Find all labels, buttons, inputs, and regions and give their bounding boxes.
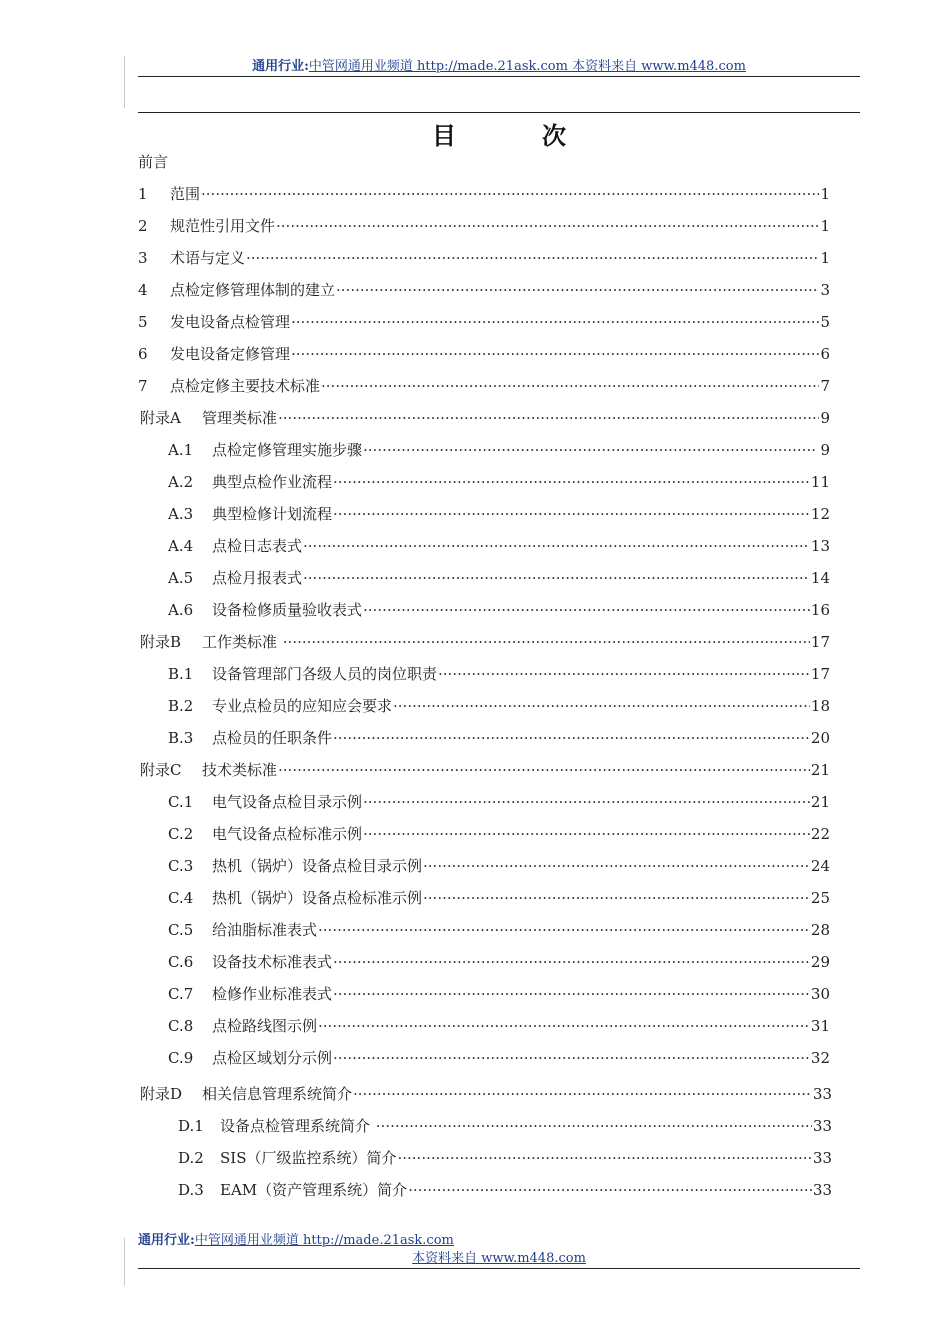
toc-dot-leader — [276, 216, 819, 236]
toc-entry[interactable] — [138, 184, 830, 204]
toc-dot-leader — [278, 408, 819, 428]
toc-entry-number: B.3 — [168, 729, 194, 747]
toc-entry-page: 33 — [812, 1117, 832, 1135]
toc-entry[interactable] — [138, 280, 830, 300]
toc-dot-leader — [376, 1116, 812, 1136]
toc-entry-page: 9 — [820, 409, 830, 427]
toc-dot-leader — [333, 504, 810, 524]
toc-entry-number: 附录B — [140, 633, 182, 651]
corner-mark-bottom — [124, 1238, 125, 1286]
footer-source-link[interactable]: 本资料来自 www.m448.com — [412, 1251, 586, 1266]
toc-entry-page: 6 — [820, 345, 830, 363]
toc-entry-title: 发电设备定修管理 — [170, 345, 291, 363]
toc-entry-page: 3 — [820, 281, 830, 299]
toc-dot-leader — [336, 280, 819, 300]
footer-rule — [138, 1268, 860, 1269]
toc-entry[interactable] — [138, 312, 830, 332]
toc-entry[interactable] — [138, 344, 830, 364]
toc-entry-title: 电气设备点检标准示例 — [212, 825, 363, 843]
toc-dot-leader — [363, 600, 810, 620]
toc-dot-leader — [291, 344, 819, 364]
toc-entry-number: C.5 — [168, 921, 194, 939]
toc-entry-page: 31 — [810, 1017, 830, 1035]
toc-entry-title: 技术类标准 — [202, 761, 278, 779]
toc-entry-number: 5 — [138, 313, 148, 331]
toc-entry-title: 设备点检管理系统简介 — [220, 1117, 375, 1135]
toc-entry[interactable] — [140, 408, 830, 428]
toc-dot-leader — [333, 952, 810, 972]
header-label: 通用行业: — [252, 59, 309, 74]
toc-entry-number: C.2 — [168, 825, 194, 843]
toc-entry[interactable] — [168, 792, 830, 812]
toc-entry-page: 17 — [810, 633, 830, 651]
toc-entry-title: SIS（厂级监控系统）简介 — [220, 1149, 397, 1167]
toc-entry[interactable] — [168, 728, 830, 748]
toc-entry-title: 点检月报表式 — [212, 569, 303, 587]
toc-entry[interactable] — [178, 1148, 832, 1168]
toc-dot-leader — [303, 536, 810, 556]
toc-entry-page: 21 — [810, 761, 830, 779]
toc-entry-number: C.9 — [168, 1049, 194, 1067]
toc-entry-page: 24 — [810, 857, 830, 875]
toc-entry[interactable] — [178, 1116, 832, 1136]
toc-dot-leader — [333, 984, 810, 1004]
toc-entry-title: 热机（锅炉）设备点检标准示例 — [212, 889, 423, 907]
toc-entry-number: A.2 — [168, 473, 194, 491]
toc-entry-number: A.1 — [168, 441, 194, 459]
toc-entry-number: 附录A — [140, 409, 181, 427]
toc-entry-number: C.3 — [168, 857, 194, 875]
toc-entry-number: B.1 — [168, 665, 194, 683]
toc-entry-number: C.4 — [168, 889, 194, 907]
toc-entry-number: B.2 — [168, 697, 194, 715]
toc-entry-page: 18 — [810, 697, 830, 715]
toc-entry[interactable] — [168, 856, 830, 876]
toc-entry-title: 点检定修主要技术标准 — [170, 377, 321, 395]
toc-entry-number: 3 — [138, 249, 148, 267]
toc-entry-page: 12 — [810, 505, 830, 523]
toc-entry-page: 17 — [810, 665, 830, 683]
header-rule-top — [138, 76, 860, 77]
toc-entry[interactable] — [168, 536, 830, 556]
toc-entry-page: 30 — [810, 985, 830, 1003]
toc-entry-number: 4 — [138, 281, 148, 299]
toc-entry-page: 32 — [810, 1049, 830, 1067]
toc-entry-title: 专业点检员的应知应会要求 — [212, 697, 393, 715]
toc-entry-page: 13 — [810, 537, 830, 555]
toc-entry-title: 典型检修计划流程 — [212, 505, 333, 523]
toc-entry[interactable] — [140, 632, 830, 652]
footer-channel-link[interactable]: 中管网通用业频道 http://made.21ask.com — [194, 1233, 454, 1248]
toc-entry-number: A.5 — [168, 569, 194, 587]
toc-entry[interactable] — [168, 664, 830, 684]
toc-entry-page: 21 — [810, 793, 830, 811]
page-footer — [138, 1233, 860, 1249]
toc-entry-number: D.1 — [178, 1117, 204, 1135]
toc-entry-title: 发电设备点检管理 — [170, 313, 291, 331]
toc-entry[interactable] — [168, 504, 830, 524]
toc-dot-leader — [408, 1180, 812, 1200]
toc-entry-page: 7 — [820, 377, 830, 395]
toc-dot-leader — [318, 920, 810, 940]
toc-entry-page: 1 — [820, 249, 830, 267]
toc-entry-title: 检修作业标准表式 — [212, 985, 333, 1003]
corner-mark-top — [124, 56, 125, 108]
toc-entry-number: C.7 — [168, 985, 194, 1003]
toc-entry[interactable] — [168, 600, 830, 620]
toc-entry-title: 术语与定义 — [170, 249, 246, 267]
toc-entry-title: 典型点检作业流程 — [212, 473, 333, 491]
toc-dot-leader — [397, 1148, 811, 1168]
toc-entry[interactable] — [140, 1084, 832, 1104]
toc-dot-leader — [423, 856, 810, 876]
toc-entry-page: 9 — [815, 441, 830, 459]
header-source-link[interactable]: 本资料来自 www.m448.com — [567, 59, 746, 74]
toc-entry-title: 点检员的任职条件 — [212, 729, 333, 747]
toc-entry[interactable] — [168, 824, 830, 844]
toc-dot-leader — [423, 888, 810, 908]
toc-dot-leader — [303, 568, 810, 588]
toc-entry[interactable] — [138, 376, 830, 396]
toc-entry[interactable] — [178, 1180, 832, 1200]
toc-entry-title: 规范性引用文件 — [170, 217, 276, 235]
toc-entry-title: 电气设备点检目录示例 — [212, 793, 363, 811]
toc-entry[interactable] — [138, 248, 830, 268]
toc-dot-leader — [353, 1084, 812, 1104]
header-rule-bottom — [138, 112, 860, 113]
toc-entry-title: 工作类标准 — [202, 633, 282, 651]
toc-entry-title: 热机（锅炉）设备点检目录示例 — [212, 857, 423, 875]
toc-entry[interactable] — [168, 440, 830, 460]
toc-entry-page: 33 — [812, 1149, 832, 1167]
toc-entry-number: A.6 — [168, 601, 194, 619]
toc-entry-title: 设备技术标准表式 — [212, 953, 333, 971]
toc-entry-number: A.3 — [168, 505, 194, 523]
toc-entry-title: 点检定修管理实施步骤 — [212, 441, 363, 459]
toc-entry[interactable] — [168, 888, 830, 908]
toc-entry-number: A.4 — [168, 537, 194, 555]
toc-dot-leader — [363, 440, 815, 460]
toc-dot-leader — [333, 728, 810, 748]
toc-dot-leader — [278, 760, 810, 780]
toc-entry-number: D.2 — [178, 1149, 204, 1167]
toc-entry-title: 给油脂标准表式 — [212, 921, 318, 939]
toc-entry-page: 11 — [810, 473, 830, 491]
toc-entry-page: 1 — [820, 217, 830, 235]
toc-entry-page: 25 — [810, 889, 830, 907]
toc-dot-leader — [333, 1048, 810, 1068]
toc-dot-leader — [318, 1016, 810, 1036]
toc-entry-page: 29 — [810, 953, 830, 971]
toc-entry-page: 20 — [810, 729, 830, 747]
toc-entry-number: C.6 — [168, 953, 194, 971]
toc-entry-title: 点检日志表式 — [212, 537, 303, 555]
toc-dot-leader — [201, 184, 819, 204]
toc-entry-title: 点检路线图示例 — [212, 1017, 318, 1035]
toc-entry-page: 22 — [810, 825, 830, 843]
toc-dot-leader — [321, 376, 819, 396]
toc-entry-page: 28 — [810, 921, 830, 939]
toc-entry-number: C.8 — [168, 1017, 194, 1035]
toc-entry[interactable] — [168, 920, 830, 940]
toc-entry-number: 6 — [138, 345, 148, 363]
toc-preface-label: 前言 — [138, 153, 169, 171]
toc-entry-title: EAM（资产管理系统）简介 — [220, 1181, 408, 1199]
toc-entry[interactable] — [168, 984, 830, 1004]
toc-entry[interactable] — [138, 216, 830, 236]
toc-entry[interactable] — [168, 696, 830, 716]
toc-entry-number: 1 — [138, 185, 148, 203]
toc-entry[interactable] — [140, 760, 830, 780]
toc-dot-leader — [333, 472, 810, 492]
toc-dot-leader — [363, 792, 810, 812]
toc-dot-leader — [246, 248, 819, 268]
toc-entry-title: 管理类标准 — [202, 409, 278, 427]
toc-entry-title: 相关信息管理系统简介 — [202, 1085, 353, 1103]
toc-entry[interactable] — [168, 1016, 830, 1036]
page-footer-source — [138, 1251, 860, 1267]
toc-entry[interactable] — [168, 472, 830, 492]
toc-entry-title: 点检区域划分示例 — [212, 1049, 333, 1067]
toc-preface[interactable] — [138, 152, 168, 172]
toc-entry-page: 33 — [812, 1181, 832, 1199]
toc-dot-leader — [291, 312, 819, 332]
toc-dot-leader — [393, 696, 810, 716]
toc-entry[interactable] — [168, 1048, 830, 1068]
toc-entry-number: 7 — [138, 377, 148, 395]
toc-entry-title: 设备检修质量验收表式 — [212, 601, 363, 619]
toc-entry-number: 2 — [138, 217, 148, 235]
toc-entry-title: 范围 — [170, 185, 201, 203]
toc-dot-leader — [438, 664, 810, 684]
toc-entry-number: C.1 — [168, 793, 194, 811]
footer-label: 通用行业: — [138, 1233, 195, 1248]
toc-entry-number: D.3 — [178, 1181, 204, 1199]
toc-entry-page: 33 — [812, 1085, 832, 1103]
toc-entry-page: 5 — [820, 313, 830, 331]
toc-entry-number: 附录D — [140, 1085, 183, 1103]
toc-entry-title: 设备管理部门各级人员的岗位职责 — [212, 665, 438, 683]
page-header — [138, 59, 860, 75]
toc-dot-leader — [283, 632, 810, 652]
toc-entry-page: 14 — [810, 569, 830, 587]
toc-entry-title: 点检定修管理体制的建立 — [170, 281, 336, 299]
header-channel-link[interactable]: 中管网通用业频道 http://made.21ask.com — [308, 59, 568, 74]
toc-dot-leader — [363, 824, 810, 844]
toc-entry[interactable] — [168, 952, 830, 972]
toc-entry[interactable] — [168, 568, 830, 588]
toc-entry-page: 16 — [810, 601, 830, 619]
page-title: 目次 — [432, 122, 652, 150]
toc-entry-number: 附录C — [140, 761, 182, 779]
toc-entry-page: 1 — [820, 185, 830, 203]
